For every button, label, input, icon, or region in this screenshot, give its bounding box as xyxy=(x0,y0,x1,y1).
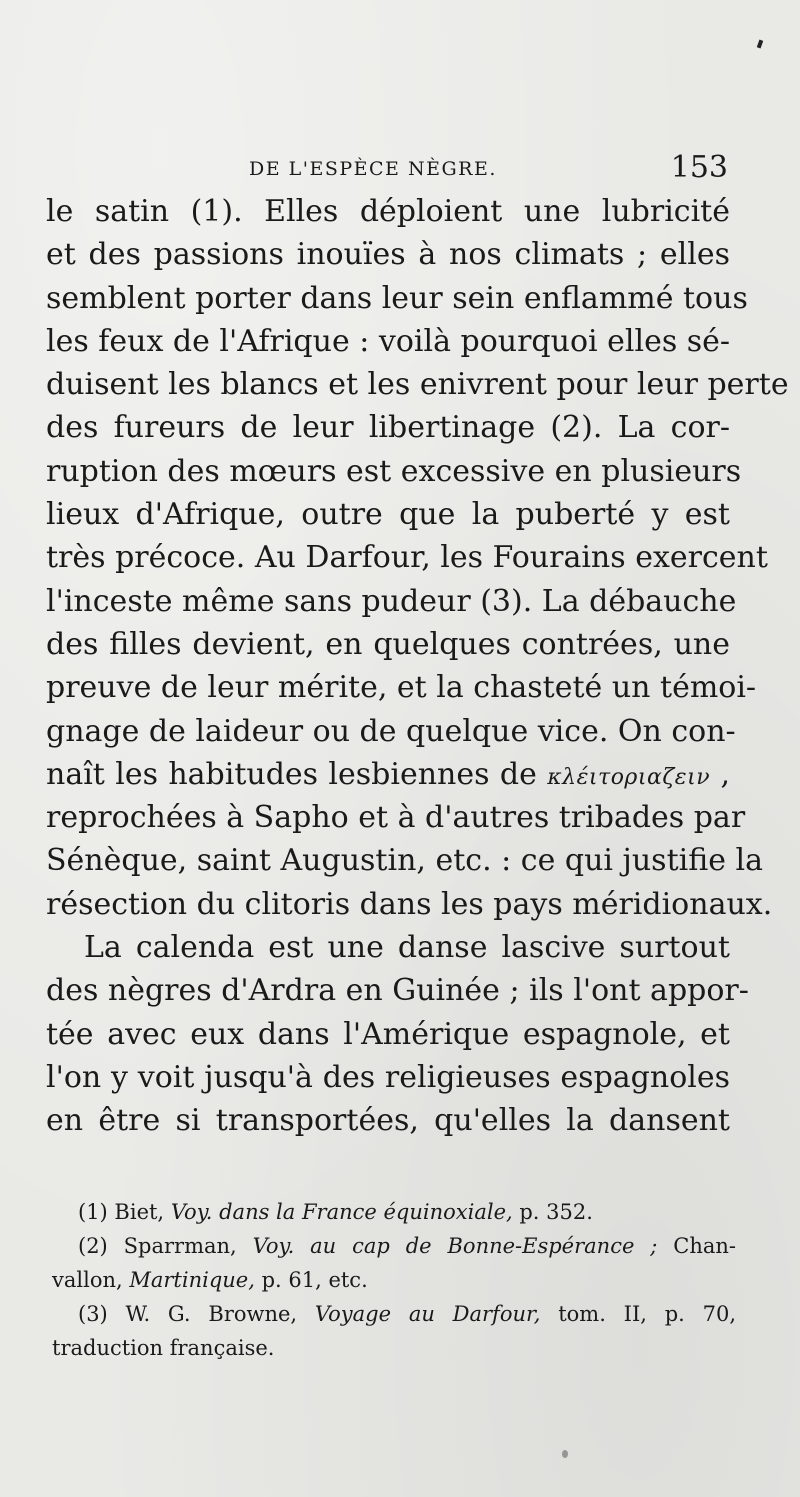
text-line-greek xyxy=(46,753,730,796)
text-line: très précoce. Au Darfour, les Fourains exercent xyxy=(46,540,768,576)
footnote-title: Voy. dans la France équinoxiale, xyxy=(170,1200,513,1224)
text-line: Sénèque, saint Augustin, etc. : ce qui justifie la xyxy=(46,843,763,879)
footnote-text: tom. II, p. 70, xyxy=(558,1302,737,1326)
body-text xyxy=(46,190,789,1143)
text-line: des nègres d'Ardra en Guinée ; ils l'ont appor- xyxy=(46,973,749,1009)
text-line: l'inceste même sans pudeur (3). La débauche xyxy=(46,583,737,619)
text-line: lieux d'Afrique, outre que la puberté y est xyxy=(46,497,730,533)
footnote-mark: (2) Sparrman, xyxy=(78,1234,237,1258)
footnote-3-continued: traduction française. xyxy=(52,1336,275,1360)
ink-speck xyxy=(562,1450,568,1458)
footnote-title: Martinique, xyxy=(129,1268,255,1292)
footnote-text: p. 352. xyxy=(519,1200,593,1224)
text-line: en être si transportées, qu'elles la dansent xyxy=(46,1103,730,1139)
text-line: ruption des mœurs est excessive en plusieurs xyxy=(46,453,742,489)
footnotes xyxy=(52,1195,736,1365)
footnote-mark: (3) W. G. Browne, xyxy=(78,1302,298,1326)
footnote-1 xyxy=(52,1195,736,1229)
running-head: DE L'ESPÈCE NÈGRE. xyxy=(249,158,497,180)
text-line: preuve de leur mérite, et la chasteté un témoi- xyxy=(46,670,757,706)
text-line: La calenda est une danse lascive surtout xyxy=(84,930,730,966)
footnote-text: vallon, xyxy=(52,1268,123,1292)
text-line: duisent les blancs et les enivrent pour leur perte xyxy=(46,367,789,403)
footnote-text: p. 61, etc. xyxy=(261,1268,368,1292)
text-line: gnage de laideur ou de quelque vice. On con- xyxy=(46,713,736,749)
footnote-text: Chan- xyxy=(673,1234,736,1258)
text-line: des filles devient, en quelques contrées, une xyxy=(46,626,730,662)
text-line: et des passions inouïes à nos climats ; elles xyxy=(46,237,730,273)
text-line: résection du clitoris dans les pays méridionaux. xyxy=(46,886,773,922)
footnote-2-continued xyxy=(52,1263,736,1297)
footnote-title: Voyage au Darfour, xyxy=(314,1302,541,1326)
page-header xyxy=(46,150,736,194)
text-line: semblent porter dans leur sein enflammé tous xyxy=(46,280,748,316)
text-line: le satin (1). Elles déploient une lubricité xyxy=(46,194,730,229)
footnote-title: Voy. au cap de Bonne-Espérance ; xyxy=(252,1234,658,1258)
ink-mark xyxy=(757,40,763,49)
text-line: les feux de l'Afrique : voilà pourquoi elles sé- xyxy=(46,323,731,359)
text-segment: naît les habitudes lesbiennes de xyxy=(46,756,537,792)
text-line: des fureurs de leur libertinage (2). La cor- xyxy=(46,410,730,446)
text-line: reprochées à Sapho et à d'autres tribades par xyxy=(46,800,746,836)
text-segment: , xyxy=(720,756,731,792)
footnote-3 xyxy=(52,1297,736,1331)
text-line: tée avec eux dans l'Amérique espagnole, et xyxy=(46,1016,730,1052)
footnote-2 xyxy=(52,1229,736,1263)
page-number: 153 xyxy=(670,150,728,185)
footnote-mark: (1) Biet, xyxy=(78,1200,165,1224)
greek-word: κλέιτοριαζειν xyxy=(547,764,711,790)
text-line: l'on y voit jusqu'à des religieuses espagnoles xyxy=(46,1059,730,1095)
